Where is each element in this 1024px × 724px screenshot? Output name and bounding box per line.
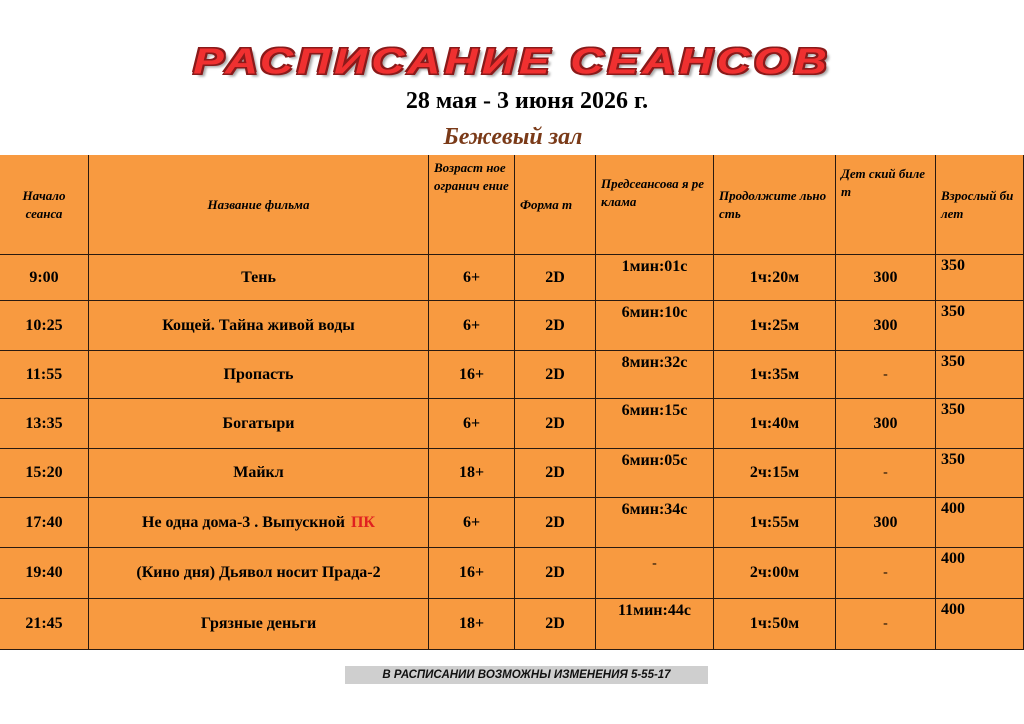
cell-child-price-text: 300 [873, 414, 898, 432]
cell-ads-text: 8мин:32с [621, 354, 688, 371]
cell-duration-text: 1ч:25м [749, 316, 800, 334]
cell-format [515, 548, 596, 599]
cell-film-text: (Кино дня) Дьявол носит Прада-2 [136, 564, 381, 581]
cell-duration-text: 1ч:55м [749, 513, 800, 531]
cell-film-text: Не одна дома-3 . Выпускной [142, 513, 345, 531]
cell-age-text: 16+ [458, 564, 485, 581]
cell-child-price [836, 351, 936, 399]
cell-age-text: 18+ [458, 464, 485, 481]
cell-time [0, 498, 89, 548]
cell-ads [596, 599, 714, 650]
cell-film-text: Тень [241, 268, 276, 286]
cell-ads-text: 6мин:15с [621, 402, 688, 419]
cell-adult-price-text: 400 [941, 500, 965, 517]
cell-adult-price-text: 350 [941, 451, 965, 468]
cell-film [89, 599, 429, 650]
cell-duration [714, 351, 836, 399]
cell-adult-price-text: 400 [941, 601, 965, 618]
cell-child-price-text: 300 [873, 268, 898, 286]
cell-time-text: 9:00 [29, 268, 59, 286]
cell-age-text: 6+ [462, 513, 481, 531]
cell-child-price [836, 301, 936, 351]
cell-format-text: 2D [545, 513, 565, 531]
cell-ads [596, 498, 714, 548]
cell-format-text: 2D [545, 564, 565, 581]
cell-film [89, 399, 429, 449]
cell-format-text: 2D [545, 615, 565, 632]
cell-time-text: 13:35 [25, 414, 63, 432]
cell-age-text: 6+ [462, 414, 481, 432]
header-adult-ticket: Взрослый билет [936, 155, 1024, 255]
cell-adult-price-text: 350 [941, 401, 965, 418]
cell-film [89, 548, 429, 599]
cell-child-price [836, 548, 936, 599]
cell-adult-price [936, 351, 1024, 399]
cell-film-text: Кощей. Тайна живой воды [162, 316, 355, 334]
cell-time [0, 548, 89, 599]
cell-format [515, 351, 596, 399]
cell-ads [596, 449, 714, 498]
cell-time-text: 15:20 [25, 464, 63, 481]
cell-adult-price [936, 301, 1024, 351]
cell-time-text: 19:40 [25, 564, 63, 581]
cell-format [515, 399, 596, 449]
cell-duration-text: 2ч:15м [749, 464, 800, 481]
cell-time [0, 399, 89, 449]
cell-adult-price-text: 350 [941, 303, 965, 320]
cell-adult-price [936, 498, 1024, 548]
header-duration: Продолжите льность [714, 155, 836, 255]
cell-age [429, 548, 515, 599]
cell-duration [714, 449, 836, 498]
header-format: Форма т [515, 155, 596, 255]
cell-format [515, 255, 596, 301]
cell-film [89, 255, 429, 301]
cell-time-text: 10:25 [25, 316, 63, 334]
cell-age [429, 449, 515, 498]
cell-adult-price [936, 449, 1024, 498]
cell-duration-text: 1ч:35м [749, 365, 800, 383]
cell-duration-text: 1ч:40м [749, 414, 800, 432]
cell-film-text: Пропасть [223, 365, 294, 383]
cell-ads-text: - [652, 556, 657, 571]
cell-adult-price [936, 599, 1024, 650]
cell-age-text: 18+ [458, 615, 485, 632]
cell-child-price-text: - [883, 616, 888, 631]
cell-format-text: 2D [545, 365, 565, 383]
cell-age [429, 399, 515, 449]
cell-ads-text: 11мин:44с [618, 602, 691, 619]
cell-ads-text: 1мин:01с [621, 258, 688, 275]
cell-format-text: 2D [545, 268, 565, 286]
cell-child-price [836, 498, 936, 548]
header-age: Возраст ное огранич ение [429, 155, 515, 255]
cell-age-text: 6+ [462, 268, 481, 286]
header-start: Начало сеанса [0, 155, 89, 255]
cell-format-text: 2D [545, 414, 565, 432]
cell-age [429, 351, 515, 399]
cell-child-price [836, 599, 936, 650]
header-child-ticket: Дет ский биле т [836, 155, 936, 255]
cell-format-text: 2D [545, 316, 565, 334]
cell-duration-text: 1ч:20м [749, 268, 800, 286]
footer-note: В РАСПИСАНИИ ВОЗМОЖНЫ ИЗМЕНЕНИЯ 5-55-17 [345, 666, 708, 684]
cell-film [89, 498, 429, 548]
header-ads: Предсеансова я реклама [596, 155, 714, 255]
cell-time [0, 255, 89, 301]
cell-duration-text: 1ч:50м [749, 615, 800, 632]
cell-adult-price-text: 400 [941, 550, 965, 567]
cell-film-text: Грязные деньги [200, 615, 317, 632]
cell-age [429, 498, 515, 548]
cell-adult-price-text: 350 [941, 353, 965, 370]
cell-adult-price-text: 350 [941, 257, 965, 274]
cell-adult-price [936, 399, 1024, 449]
cell-duration [714, 255, 836, 301]
cell-adult-price [936, 548, 1024, 599]
cell-ads [596, 548, 714, 599]
cell-child-price-text: 300 [873, 513, 898, 531]
schedule-table [0, 155, 1024, 650]
cell-duration [714, 599, 836, 650]
cell-format [515, 599, 596, 650]
cell-time-text: 17:40 [25, 513, 63, 531]
cell-format [515, 449, 596, 498]
cell-ads-text: 6мин:10с [621, 304, 688, 321]
cell-time-text: 11:55 [25, 365, 63, 383]
cell-child-price [836, 399, 936, 449]
cell-format [515, 498, 596, 548]
cell-ads-text: 6мин:34с [621, 501, 688, 518]
cell-age [429, 301, 515, 351]
cell-time [0, 599, 89, 650]
cell-time [0, 301, 89, 351]
cell-duration [714, 399, 836, 449]
cell-child-price-text: - [883, 565, 888, 580]
cell-duration [714, 548, 836, 599]
film-tag: ПК [350, 513, 375, 531]
cell-ads-text: 6мин:05с [621, 452, 688, 469]
date-range: 28 мая - 3 июня 2026 г. [405, 88, 649, 114]
cell-film [89, 351, 429, 399]
page-title: РАСПИСАНИЕ СЕАНСОВ [193, 40, 831, 82]
cell-age [429, 255, 515, 301]
cell-time [0, 351, 89, 399]
cell-child-price [836, 449, 936, 498]
cell-age [429, 599, 515, 650]
cell-ads [596, 255, 714, 301]
cell-age-text: 6+ [462, 316, 481, 334]
cell-ads [596, 351, 714, 399]
cell-time-text: 21:45 [25, 615, 63, 632]
cell-time [0, 449, 89, 498]
cell-adult-price [936, 255, 1024, 301]
cell-ads [596, 399, 714, 449]
cell-child-price [836, 255, 936, 301]
cell-film-text: Майкл [233, 464, 284, 481]
cell-child-price-text: - [883, 366, 888, 382]
cell-child-price-text: - [883, 465, 888, 480]
cell-film [89, 449, 429, 498]
cell-duration [714, 498, 836, 548]
cell-film-text: Богатыри [222, 414, 295, 432]
cell-format [515, 301, 596, 351]
header-film: Название фильма [89, 155, 429, 255]
cell-child-price-text: 300 [873, 316, 898, 334]
cell-film [89, 301, 429, 351]
cell-ads [596, 301, 714, 351]
cell-duration [714, 301, 836, 351]
cell-age-text: 16+ [458, 365, 485, 383]
cell-duration-text: 2ч:00м [749, 564, 800, 581]
cell-format-text: 2D [545, 464, 565, 481]
hall-name: Бежевый зал [443, 124, 583, 150]
